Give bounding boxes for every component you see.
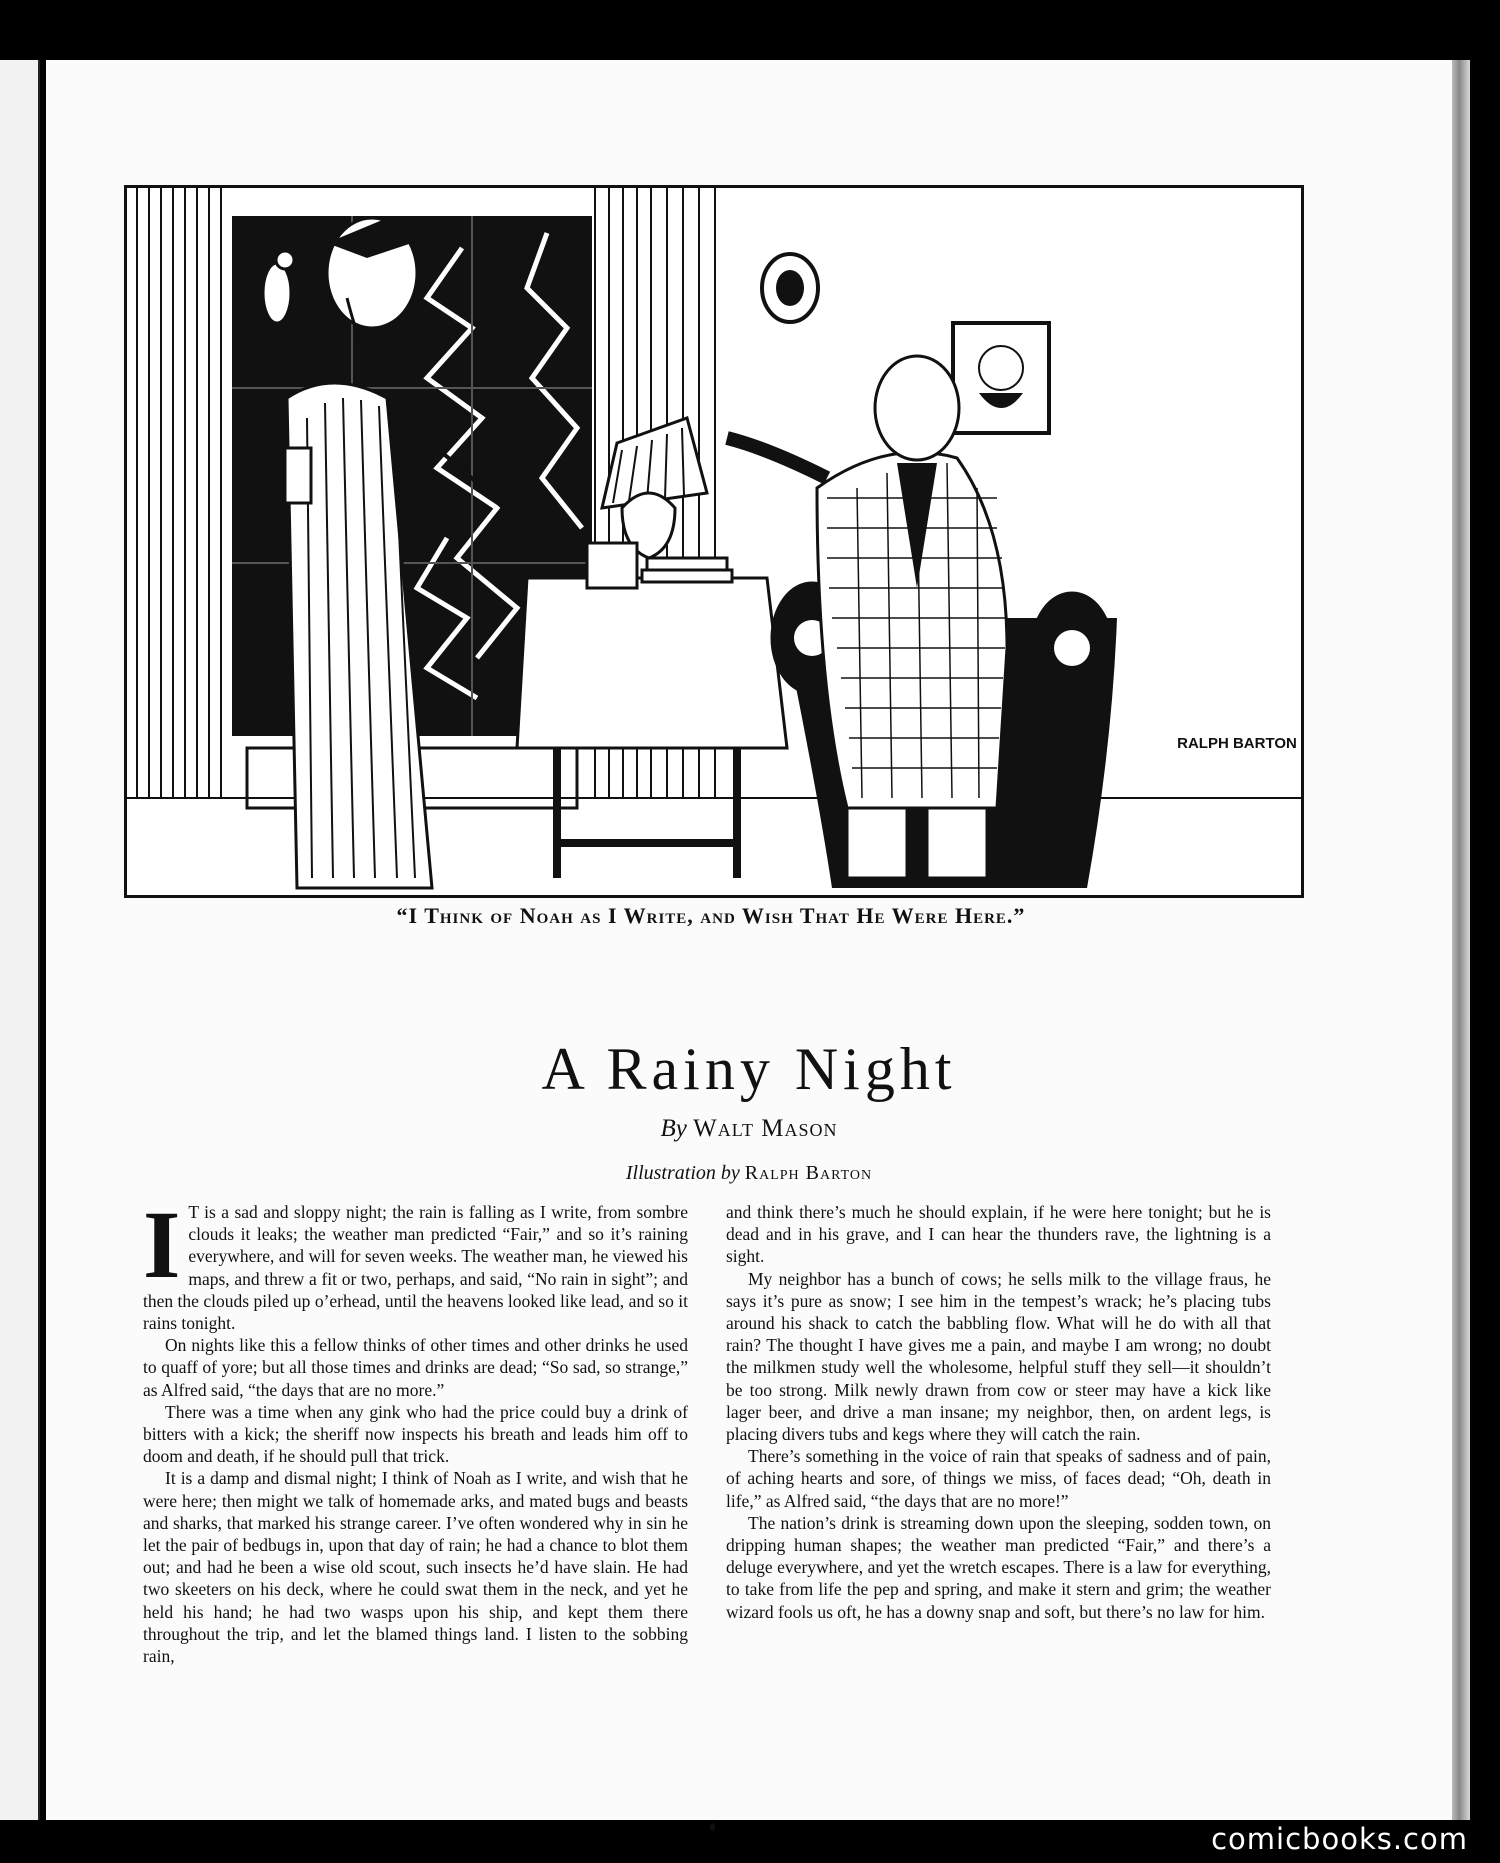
table-cloth — [517, 578, 787, 748]
paragraph-7: There’s something in the voice of rain that speaks of sadness and of pain, of aching hearts and sore, of things we miss, of faces dead; “Oh, death in life,” as Alfred said, “the days that are no more!” — [726, 1446, 1271, 1511]
paragraph-5: and think there’s much he should explain, if he were here tonight; but he is dead and in his grave, and I can hear the thunders rave, the lightning is a sight. — [726, 1202, 1271, 1267]
illustrator-credit — [46, 1162, 1452, 1185]
illustration — [124, 185, 1304, 898]
illustrator-label: Illustration by — [625, 1162, 740, 1184]
watermark: comicbooks.com — [1211, 1822, 1468, 1856]
facing-page-edge — [0, 60, 40, 1820]
drop-cap: I — [143, 1191, 181, 1298]
seated-figure — [727, 356, 1117, 888]
rainy-night-drawing — [127, 188, 1301, 895]
paragraph-1 — [143, 1191, 688, 1334]
illustrator-name: Ralph Barton — [744, 1162, 873, 1184]
artist-signature: RALPH BARTON — [1177, 735, 1297, 752]
byline-label: By — [660, 1115, 687, 1142]
page-mark — [710, 1823, 715, 1831]
paragraph-6: My neighbor has a bunch of cows; he sells milk to the village fraus, he says it’s pure as snow; I see him in the tempest’s wrack; he’s placing tubs around his shack to catch the babbling flow. What will he do with all that rain? The thought I have gives me a pain, and maybe I am wrong; no doubt the milkmen study well the wholesome, helpful stuff they sell—it shouldn’t be too strong. Milk newly drawn from cow or steer may have a kick like lager beer, and drive a man insane; my neighbor, then, on ardent legs, is placing divers tubs and kegs where they will catch the rain. — [726, 1268, 1271, 1445]
article-title: A Rainy Night — [541, 1036, 957, 1102]
author-name: Walt Mason — [693, 1115, 838, 1142]
right-column — [726, 1201, 1271, 1623]
author-byline — [46, 1115, 1452, 1143]
paragraph-2: On nights like this a fellow thinks of other times and other drinks he used to quaff of yore; but all those times and drinks are dead; “So sad, so strange,” as Alfred said, “the days that are no more.” — [143, 1335, 688, 1400]
page-edge-shadow — [1452, 60, 1470, 1820]
paragraph-8: The nation’s drink is streaming down upon the sleeping, sodden town, on dripping human shapes; the weather man predicted “Fair,” and there’s a deluge everywhere, and yet the wretch escapes. There is a law for everything, to take from life the pep and spring, and make it stern and grim; the weather wizard fools us oft, he has a downy snap and soft, but there’s no law for him. — [726, 1512, 1271, 1622]
framed-portrait — [953, 323, 1049, 433]
paragraph-1-text: T is a sad and sloppy night; the rain is falling as I write, from sombre clouds it leaks; the weather man predicted “Fair,” and so it’s raining everywhere, and will for seven weeks. The weather man, he viewed his maps, and threw a fit or two, perhaps, and said, “No rain in sight”; and then the clouds piled up o’erhead, until the heavens looked like lead, and so it rains tonight. — [143, 1202, 688, 1334]
paragraph-4: It is a damp and dismal night; I think of Noah as I write, and wish that he were here; then might we talk of homemade arks, and mated bugs and beasts and sharks, that marked his strange career. I’ve often wondered why in sin he let the pair of bedbugs in, upon that day of rain; he had a chance to blot them out; and had he been a wise old scout, such insects he’d have slain. He had two skeeters on his deck, where he could swat them in the neck, and yet he held his hand; he had two wasps upon his ship, and kept them there throughout the trip, and let the blamed things land. I listen to the sobbing rain, — [143, 1468, 688, 1667]
left-column — [143, 1191, 688, 1667]
magazine-page — [46, 60, 1452, 1820]
paragraph-3: There was a time when any gink who had the price could buy a drink of bitters with a kick; the sheriff now inspects his breath and leads him off to doom and death, if he should pull that trick. — [143, 1401, 688, 1467]
illustration-caption: “I Think of Noah as I Write, and Wish That He Were Here.” — [396, 903, 1026, 928]
